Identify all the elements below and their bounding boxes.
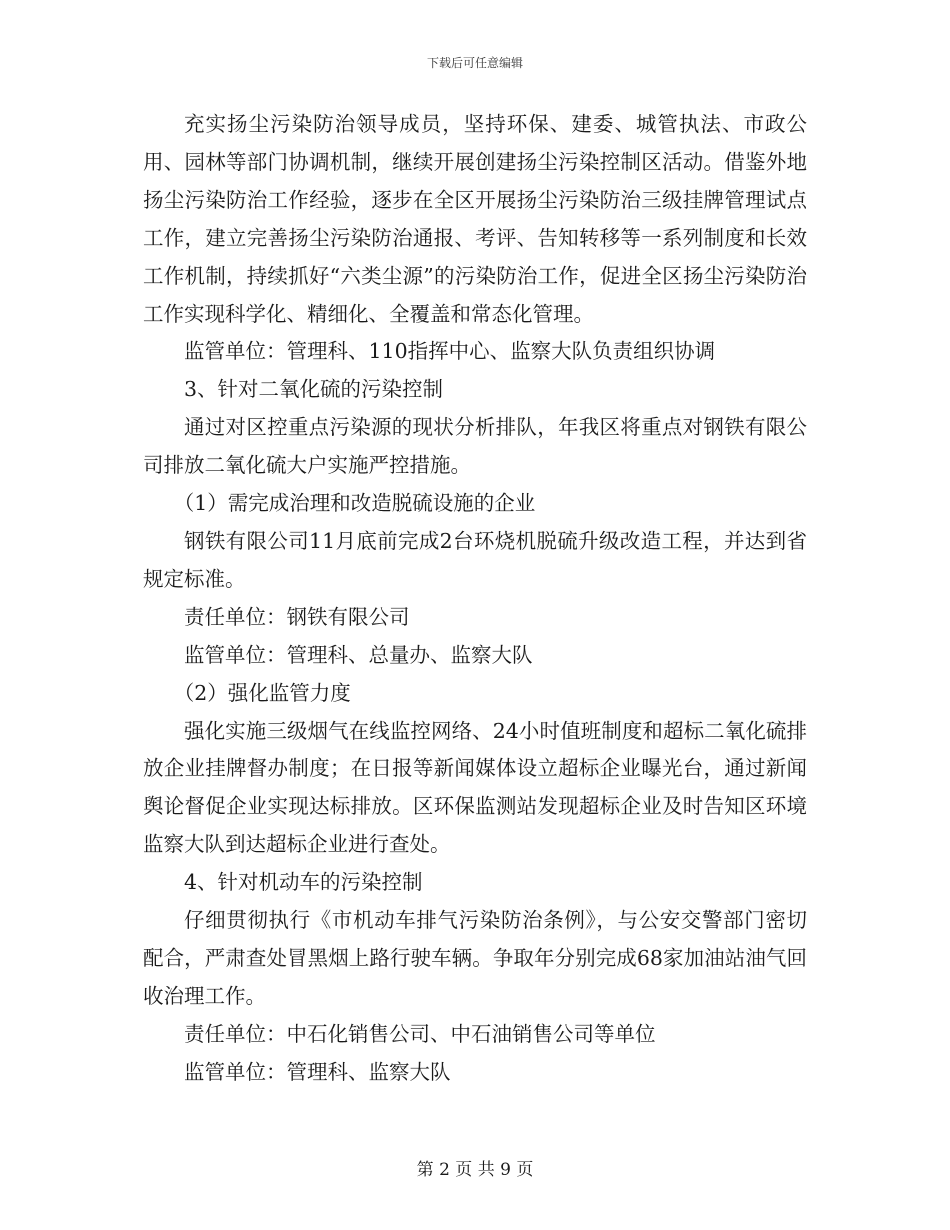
subheading-strengthen-supervision: （2）强化监管力度 <box>173 680 351 705</box>
paragraph-responsible-unit-1: 责任单位：钢铁有限公司 <box>184 604 410 629</box>
paragraph-so2-analysis: 通过对区控重点污染源的现状分析排队，年我区将重点对钢铁有限公司排放二氧化硫大户实施严控措施。 <box>143 415 807 478</box>
section-heading-vehicles: 4、针对机动车的污染控制 <box>184 870 423 895</box>
paragraph-responsible-unit-2: 责任单位：中石化销售公司、中石油销售公司等单位 <box>184 1021 656 1046</box>
subheading-desulfurization: （1）需完成治理和改造脱硫设施的企业 <box>173 491 536 516</box>
section-heading-so2: 3、针对二氧化硫的污染控制 <box>184 377 444 402</box>
paragraph-vehicle-regulation: 仔细贯彻执行《市机动车排气污染防治条例》，与公安交警部门密切配合，严肃查处冒黑烟上路行驶车辆。争取年分别完成68家加油站油气回收治理工作。 <box>143 908 807 1008</box>
page-number: 第 2 页 共 9 页 <box>416 1160 534 1180</box>
paragraph-monitoring-network: 强化实施三级烟气在线监控网络、24小时值班制度和超标二氧化硫排放企业挂牌督办制度；在日报等新闻媒体设立超标企业曝光台，通过新闻舆论督促企业实现达标排放。区环保监测站发现超标企业及时告知区环境监察大队到达超标企业进行查处。 <box>143 718 807 857</box>
page-header: 下载后可任意编辑 <box>426 56 523 70</box>
paragraph-supervision-unit-1: 监管单位：管理科、110指挥中心、监察大队负责组织协调 <box>184 339 716 364</box>
document-body <box>143 106 807 1092</box>
paragraph-steel-company: 钢铁有限公司11月底前完成2台环烧机脱硫升级改造工程，并达到省规定标准。 <box>143 528 807 591</box>
paragraph-supervision-unit-3: 监管单位：管理科、监察大队 <box>184 1059 451 1084</box>
paragraph-supervision-unit-2: 监管单位：管理科、总量办、监察大队 <box>184 642 533 667</box>
paragraph-dust-control: 充实扬尘污染防治领导成员，坚持环保、建委、城管执法、市政公用、园林等部门协调机制，继续开展创建扬尘污染控制区活动。借鉴外地扬尘污染防治工作经验，逐步在全区开展扬尘污染防治三级挂牌管理试点工作，建立完善扬尘污染防治通报、考评、告知转移等一系列制度和长效工作机制，持续抓好“六类尘源”的污染防治工作，促进全区扬尘污染防治工作实现科学化、精细化、全覆盖和常态化管理。 <box>143 112 807 326</box>
